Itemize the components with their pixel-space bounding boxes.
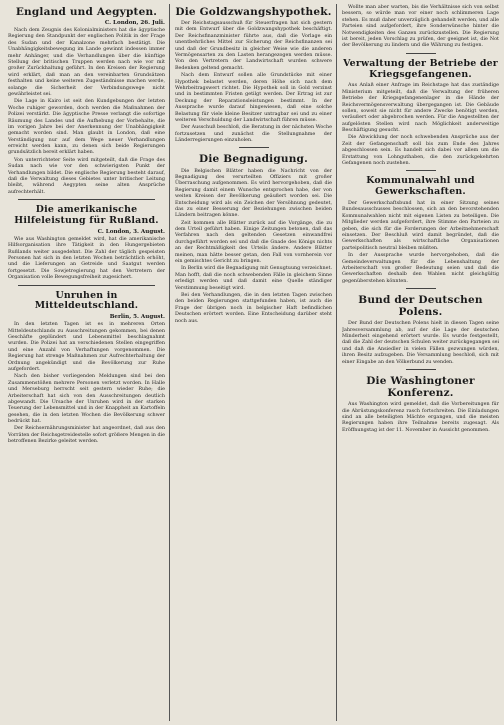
article-body: [8, 236, 165, 281]
paragraph: In Berlin wird die Begnadigung mit Genugtuung verzeichnet. Man hofft, daß die noch schwebenden Fälle in gleichem Sinne erledigt werden und daß damit eine Quelle ständiger Verstimmung beseitigt wird.: [175, 265, 332, 291]
paragraph: Zeit kommen alle Blätter zurück auf die Vorgänge, die zu dem Urteil geführt haben. Einige Zeitungen betonen, daß das Verfahren nach den geltenden Gesetzen einwandfrei durchgeführt worden sei und daß die Gnade des Königs nichts an der Rechtmäßigkeit des Urteils ändere. Andere Blätter meinen, man hätte besser getan, den Fall von vornherein vor ein gemischtes Gericht zu bringen.: [175, 219, 332, 265]
article-dateline: C. London, 26. Juli.: [104, 20, 165, 27]
divider: [406, 170, 436, 171]
article-body: [342, 82, 499, 166]
paragraph: Der Ausschuß beschloß, die Beratung in der nächsten Woche fortzusetzen und zunächst die Stellungnahme der Länderregierungen einzuholen.: [175, 124, 332, 144]
article-title: Verwaltung der Betriebe der Kriegsgefangenen.: [343, 57, 498, 80]
article-kriegsgefangene: [342, 57, 499, 168]
divider: [239, 147, 269, 148]
article-body: [342, 401, 499, 433]
article-body: [8, 27, 165, 195]
column-1: [8, 4, 170, 721]
article-body: [342, 200, 499, 284]
paragraph: Der Reichsernährungsminister hat angeordnet, daß aus den Vorräten der Reichsgetreidestelle sofort größere Mengen in die betroffenen Bezirke geleitet werden.: [8, 425, 165, 445]
article-body: [175, 20, 332, 143]
divider: [406, 53, 436, 54]
article-england-aegypten: [8, 4, 165, 196]
paragraph: Nach den bisher vorliegenden Meldungen sind bei den Zusammenstößen mehrere Personen verletzt worden. In Halle und Merseburg herrscht seit gestern wieder Ruhe; die Arbeiterschaft hat sich von den Ausschreitungen deutlich abgewandt. Die Ursache der Unruhen wird in der starken Teuerung der Lebensmittel und in der Knappheit an Kartoffeln gesehen, die in den letzten Wochen die Bevölkerung schwer bedrückt hat.: [8, 373, 165, 425]
article-title: England und Aegypten.: [15, 6, 158, 18]
paragraph: Der Bund der Deutschen Polens hielt in diesen Tagen seine Jahresversammlung ab, auf der die Lage der deutschen Minderheit eingehend erörtert wurde. Es wurde festgestellt, daß die Zahl der deutschen Schulen weiter zurückgegangen sei und daß die Ansiedler in vielen Fällen gezwungen würden, ihren Besitz aufzugeben. Die Versammlung beschloß, sich mit einer Eingabe an den Völkerbund zu wenden.: [342, 320, 499, 365]
article-body: [175, 168, 332, 324]
divider: [18, 285, 155, 286]
paragraph: Die Lage in Kairo ist seit den Kundgebungen der letzten Woche ruhiger geworden, doch werden die Maßnahmen der Polizei verstärkt. Die ägyptische Presse verlangt die sofortige Räumung des Landes und die Aufhebung der Vorbehalte, die im vorigen Jahre bei der Anerkennung der Unabhängigkeit gemacht worden sind. Man glaubt in London, daß eine Verständigung nur auf dem Wege neuer Verhandlungen erreicht werden kann, zu denen sich beide Regierungen grundsätzlich bereit erklärt haben.: [8, 98, 165, 156]
paragraph: Nach dem Entwurf sollen alle Grundstücke mit einer Hypothek belastet werden, deren Höhe sich nach dem Wehrbeitragswert richtet. Die Hypothek soll in Gold verzinst und in bestimmten Fristen getilgt werden. Der Ertrag ist zur Deckung der Reparationsleistungen bestimmt. In der Aussprache wurde darauf hingewiesen, daß eine solche Belastung für viele kleine Besitzer untragbar sei und zu einer weiteren Verschuldung der Landwirtschaft führen müsse.: [175, 72, 332, 123]
article-kommunalwahl: [342, 174, 499, 285]
article-dateline: Berlin, 5. August.: [109, 314, 165, 321]
article-unruhen: [8, 289, 165, 446]
article-hilfeleistung-russland: [8, 203, 165, 281]
paragraph: Die Belgischen Blätter haben die Nachricht von der Begnadigung des verurteilten Offiziers mit großer Überraschung aufgenommen. Es wird hervorgehoben, daß die Regierung damit einem Wunsche entsprochen habe, der von weiten Kreisen der Bevölkerung geäußert worden sei. Die Entscheidung wird als ein Zeichen der Versöhnung gedeutet, das zu einer Besserung der Beziehungen zwischen beiden Ländern beitragen könne.: [175, 167, 332, 219]
column-2: [175, 4, 337, 721]
divider: [406, 288, 436, 289]
article-title: Die Washingtoner Konferenz.: [366, 375, 475, 400]
paragraph: Wie aus Washington gemeldet wird, hat die amerikanische Hilfsorganisation ihre Tätigkeit in den Hungergebieten Rußlands weiter ausgedehnt. Die Zahl der täglich gespeisten Personen hat sich in den letzten Wochen beträchtlich erhöht, und die Lieferungen an Getreide und Saatgut werden fortgesetzt. Die Sowjetregierung hat den Vertretern der Organisation volle Bewegungsfreiheit zugesichert.: [8, 235, 165, 281]
article-body: [342, 320, 499, 365]
paragraph: Der Gewerkschaftsbund hat in einer Sitzung seines Bundesausschusses beschlossen, sich an den bevorstehenden Kommunalwahlen nicht mit eigenen Listen zu beteiligen. Die Mitglieder werden aufgefordert, ihre Stimme den Parteien zu geben, die sich für die Forderungen der Arbeitnehmerschaft einsetzen. Der Beschluß wird damit begründet, daß die Gewerkschaften als wirtschaftliche Organisationen parteipolitisch neutral bleiben müßten.: [342, 200, 499, 251]
article-dateline: C. London, 3. August.: [97, 228, 165, 235]
article-title: Unruhen in Mitteldeutschland.: [34, 289, 139, 312]
article-body: [8, 321, 165, 444]
paragraph: Die Abwicklung der noch schwebenden Ansprüche aus der Zeit der Gefangenschaft soll bis zum Ende des Jahres abgeschlossen sein. Es handelt sich dabei vor allem um die Erstattung von Lohnguthaben, die den zurückgekehrten Gefangenen noch zustehen.: [342, 134, 499, 167]
column-3: [342, 4, 499, 721]
paragraph: Aus Washington wird gemeldet, daß die Vorbereitungen für die Abrüstungskonferenz rasch fortschreiten. Die Einladungen sind an alle beteiligten Mächte ergangen, und die meisten Regierungen haben ihre Teilnahme bereits zugesagt. Als Eröffnungstag ist der 11. November in Aussicht genommen.: [342, 401, 499, 433]
article-continuation: [342, 4, 499, 50]
paragraph: Von unterrichteter Seite wird mitgeteilt, daß die Frage des Sudan nach wie vor den schwierigsten Punkt der Verhandlungen bildet. Die englische Regierung besteht darauf, daß die Verwaltung dieses Gebietes unter britischer Leitung bleibt, während Aegypten seine alten Ansprüche aufrechterhält.: [8, 156, 165, 195]
article-goldzwangshypothek: [175, 4, 332, 144]
article-begnadigung: [175, 151, 332, 324]
paragraph: Wollte man aber warten, bis die Verhältnisse sich von selbst bessern, so würde man vor einer noch schlimmeren Lage stehen. Es muß daher unverzüglich gehandelt werden, und alle Parteien sind aufgefordert, ihre Sonderwünsche hinter die Notwendigkeiten des Ganzen zurückzustellen. Die Regierung ist bereit, jeden Vorschlag zu prüfen, der geeignet ist, die Not der Bevölkerung zu lindern und die Währung zu festigen.: [342, 4, 499, 49]
article-title: Kommunalwahl und Gewerkschaften.: [366, 175, 475, 198]
divider: [18, 199, 155, 200]
article-title: Die Goldzwangshypothek.: [175, 6, 332, 18]
paragraph: Bei den Verhandlungen, die in den letzten Tagen zwischen den beiden Regierungen stattgefunden haben, ist auch die Frage der übrigen noch in belgischer Haft befindlichen Deutschen erörtert worden. Eine Entscheidung darüber steht noch aus.: [175, 291, 332, 324]
paragraph: Aus Anlaß einer Anfrage im Reichstage hat das zuständige Ministerium mitgeteilt, daß die Verwaltung der früheren Betriebe der Kriegsgefangenenlager in die Hände der Reichsvermögensverwaltung übergegangen ist. Die Gebäude sollen, soweit sie nicht für andere Zwecke benötigt werden, veräußert oder abgebrochen werden. Für die Angestellten der aufgelösten Stellen wird nach Möglichkeit anderweitige Beschäftigung gesucht.: [342, 82, 499, 134]
divider: [406, 369, 436, 370]
article-body: [342, 4, 499, 49]
article-bund-deutschen-polens: [342, 292, 499, 366]
article-title: Die amerikanische Hilfeleistung für Rußland.: [14, 204, 159, 227]
paragraph: Nach dem Zeugnis des Kolonialministers hat die ägyptische Regierung den Standpunkt der englischen Politik in der Frage des Sudan und der Kanalzone mehrfach bestätigt. Die Unabhängigkeitsbewegung im Lande gewinnt indessen immer mehr Anhänger, und die Verhandlungen über die künftige Stellung der britischen Truppen werden nach wie vor mit großer Zurückhaltung geführt. In den Kreisen der Regierung wird erklärt, daß man an den vereinbarten Grundsätzen festhalten und keine weiteren Zugeständnisse machen werde, solange die Sicherheit der Verbindungswege nicht gewährleistet sei.: [8, 27, 165, 97]
paragraph: Der Reichstagsausschuß für Steuerfragen hat sich gestern mit dem Entwurf über die Goldzwangshypothek beschäftigt. Der Reichsfinanzminister führte aus, daß die Vorlage ein unentbehrliches Mittel zur Sicherung der Reichsfinanzen sei und daß der Grundbesitz in gleicher Weise wie die anderen Vermögensarten zu den Lasten herangezogen werden müsse. Von den Vertretern der Landwirtschaft wurden schwere Bedenken geltend gemacht.: [175, 20, 332, 71]
article-title: Die Begnadigung.: [199, 153, 308, 166]
paragraph: In der Aussprache wurde hervorgehoben, daß die Gemeindeverwaltungen für die Lebenshaltung der Arbeiterschaft von großer Bedeutung seien und daß die Gewerkschaften deshalb den Wahlen nicht gleichgültig gegenüberstehen könnten.: [342, 252, 499, 284]
paragraph: In den letzten Tagen ist es in mehreren Orten Mitteldeutschlands zu Ausschreitungen gekommen, bei denen Geschäfte geplündert und Lebensmittel beschlagnahmt wurden. Die Polizei hat an verschiedenen Stellen eingegriffen und eine Anzahl von Verhaftungen vorgenommen. Die Regierung hat strenge Maßnahmen zur Aufrechterhaltung der Ordnung angekündigt und die Bevölkerung zur Ruhe aufgefordert.: [8, 321, 165, 372]
article-title: Bund der Deutschen Polens.: [358, 294, 483, 319]
article-washingtoner-konferenz: [342, 373, 499, 434]
